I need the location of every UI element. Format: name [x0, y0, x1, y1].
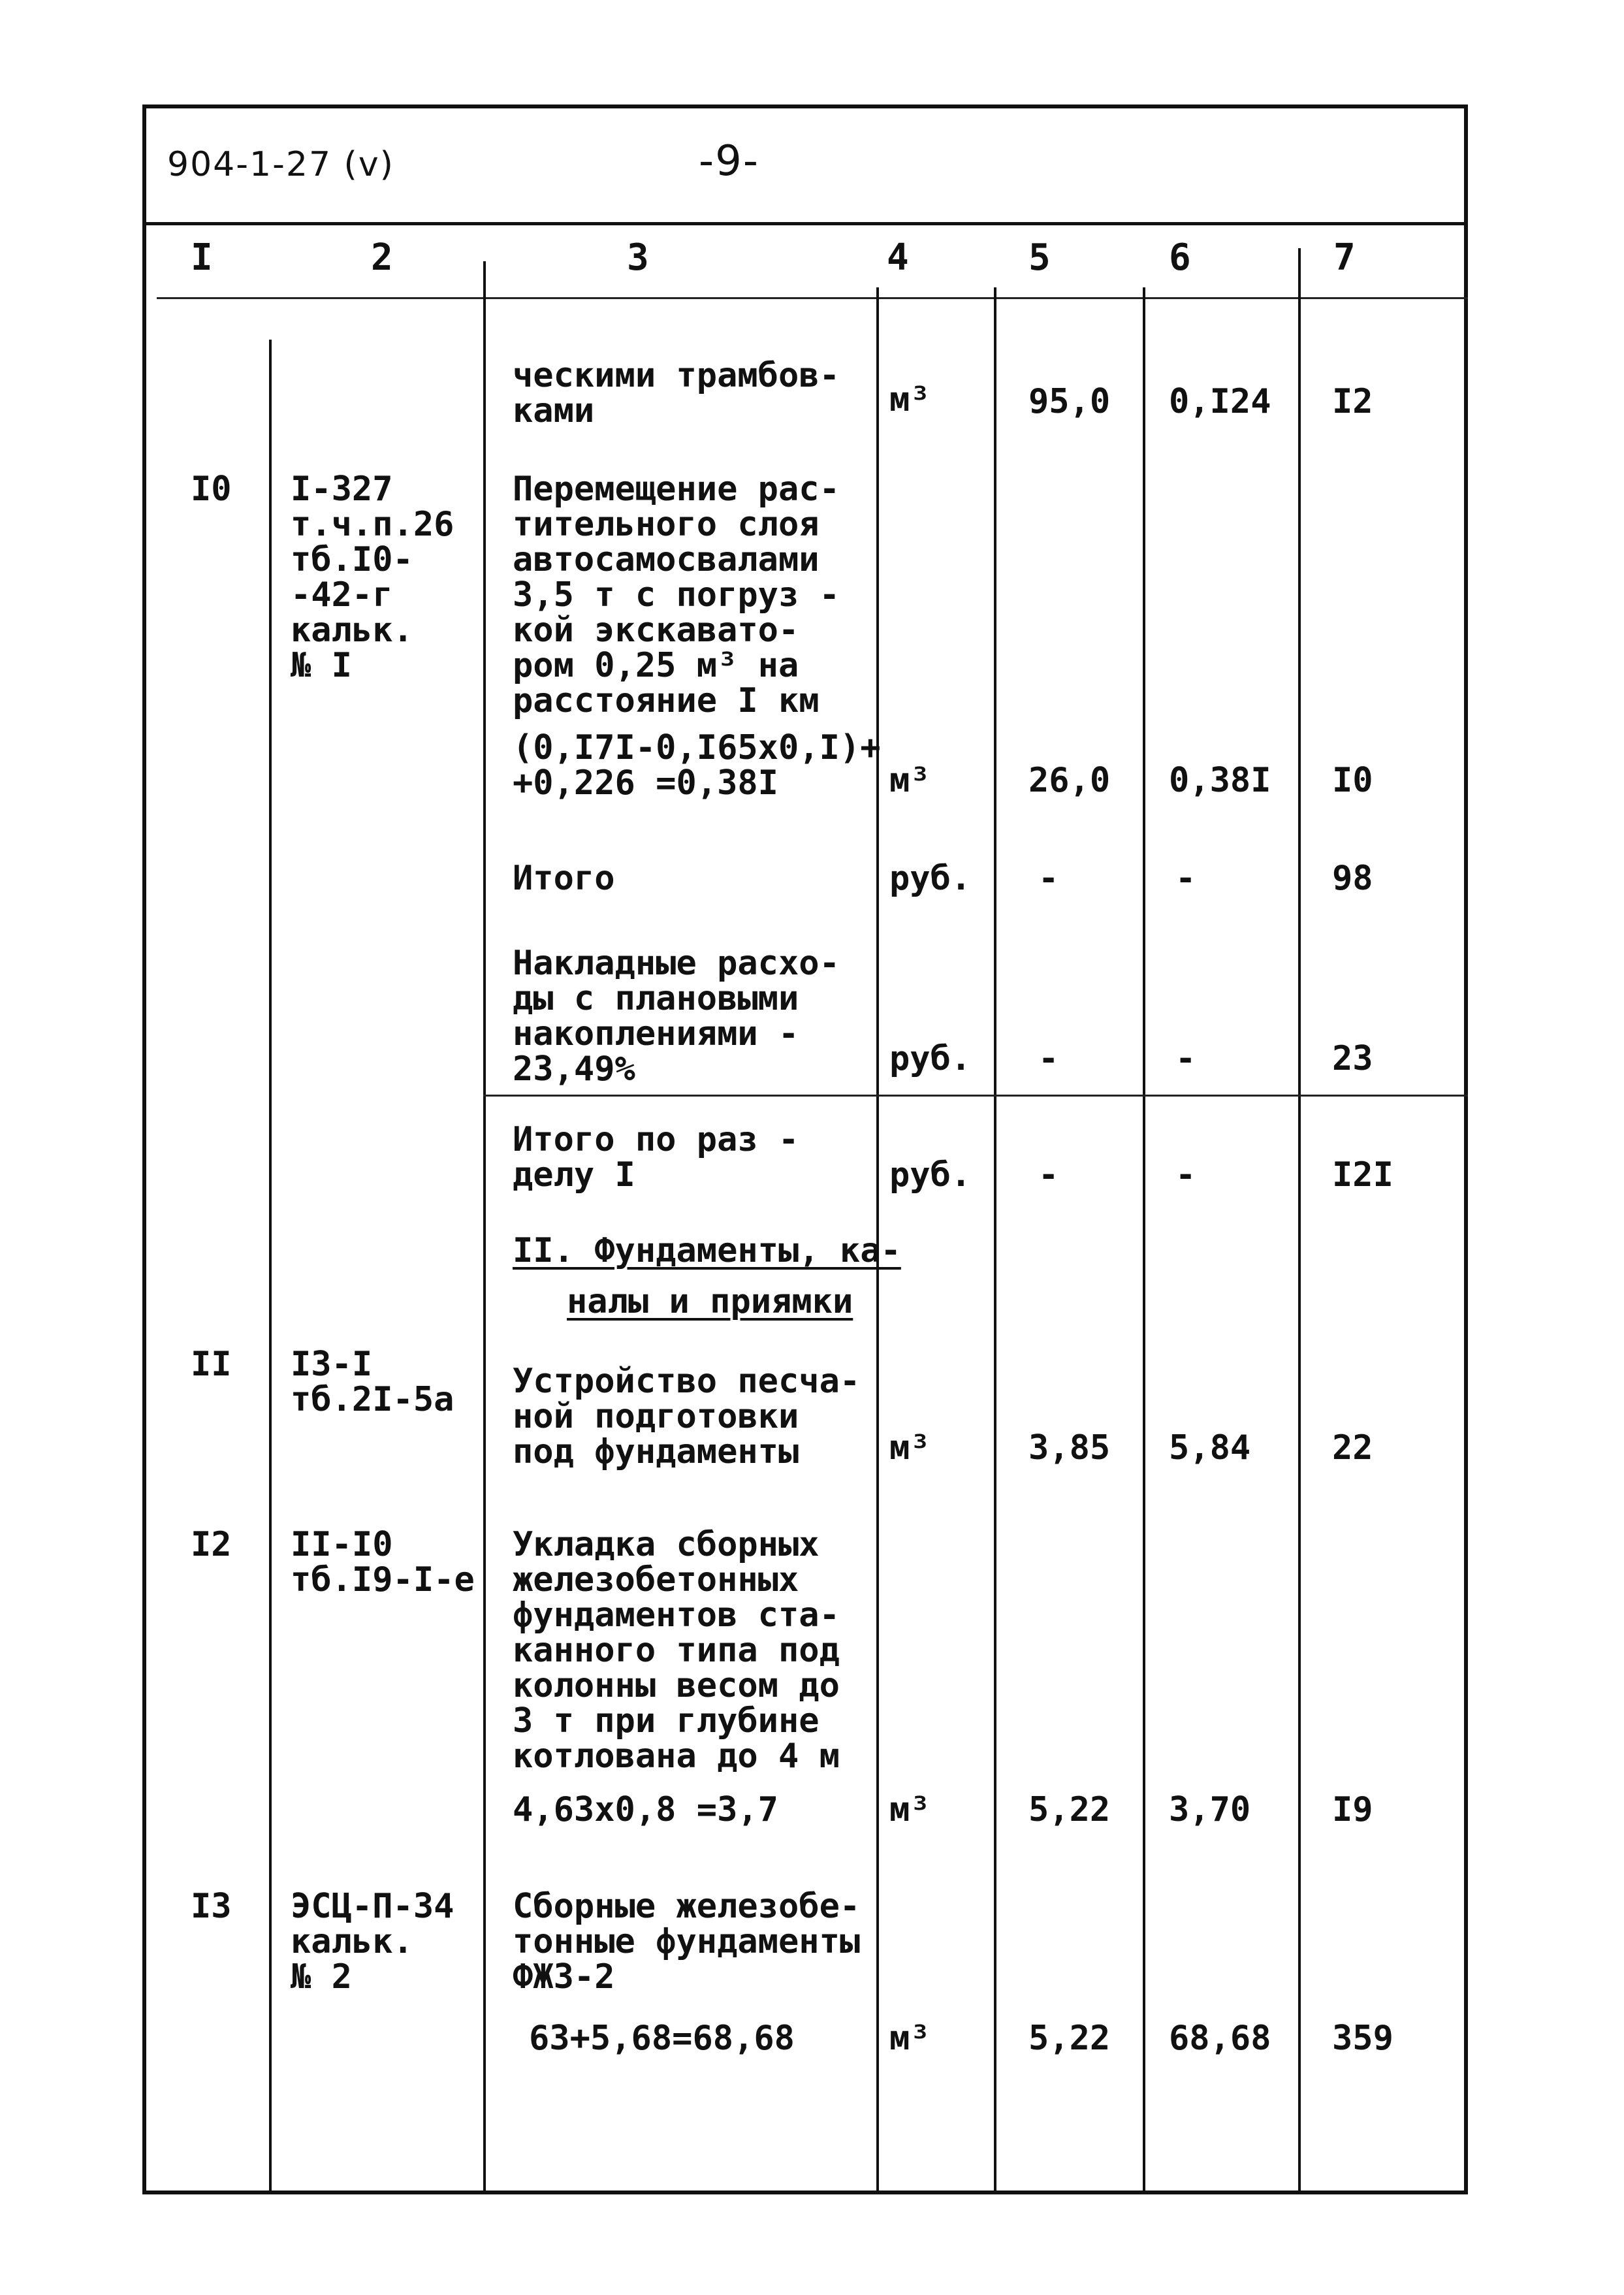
row-description: Накладные расхо- ды с плановыми накоплениями - 23,49%: [513, 944, 840, 1089]
row-price: -: [1175, 859, 1196, 898]
row-total: 98: [1332, 859, 1373, 898]
column-number-7: 7: [1333, 236, 1356, 279]
column-header-divider: [157, 297, 1468, 299]
row-quantity: -: [1038, 1155, 1059, 1195]
row-price: -: [1175, 1039, 1196, 1078]
header-divider: [142, 222, 1468, 225]
row-description: Итого: [513, 859, 615, 898]
subtotal-divider: [483, 1095, 1468, 1097]
row-quantity: 95,0: [1028, 382, 1111, 421]
column-number-3: 3: [627, 236, 649, 279]
column-number-4: 4: [887, 236, 909, 279]
row-quantity: -: [1038, 1039, 1059, 1078]
row-number: I3: [191, 1887, 232, 1926]
row-quantity: 5,22: [1028, 1790, 1111, 1829]
column-number-2: 2: [371, 236, 393, 279]
row-price: 0,I24: [1169, 382, 1271, 421]
column-number-6: 6: [1169, 236, 1191, 279]
row-total: I2: [1332, 382, 1373, 421]
row-unit: руб.: [889, 1039, 972, 1078]
row-number: I2: [191, 1525, 232, 1564]
row-quantity: 3,85: [1028, 1428, 1111, 1468]
row-description: 63+5,68=68,68: [529, 2019, 795, 2058]
col-sep-6: [1298, 248, 1301, 2194]
row-reference: I-327 т.ч.п.26 тб.I0- -42-г кальк. № I: [291, 470, 454, 685]
document-code: 904-1-27 (v): [167, 145, 394, 184]
row-unit: м³: [889, 1790, 931, 1829]
row-price: 68,68: [1169, 2019, 1271, 2058]
row-unit: руб.: [889, 1155, 972, 1195]
column-number-1: I: [191, 236, 213, 279]
row-unit: м³: [889, 2019, 931, 2058]
row-reference: I3-I тб.2I-5а: [291, 1345, 454, 1419]
row-price: 0,38I: [1169, 761, 1271, 800]
row-total: I9: [1332, 1790, 1373, 1829]
row-number: I0: [191, 470, 232, 509]
col-sep-5: [1143, 287, 1145, 2194]
row-description: Итого по раз - делу I: [513, 1120, 799, 1195]
row-total: I2I: [1332, 1155, 1393, 1195]
row-reference: II-I0 тб.I9-I-е: [291, 1525, 475, 1599]
row-price: 5,84: [1169, 1428, 1251, 1468]
section-heading-line2: налы и приямки: [567, 1282, 853, 1321]
row-quantity: 26,0: [1028, 761, 1111, 800]
row-description: ческими трамбов- ками: [513, 356, 840, 430]
row-quantity: 5,22: [1028, 2019, 1111, 2058]
row-description: Устройство песча- ной подготовки под фундаменты: [513, 1362, 861, 1471]
col-sep-4: [994, 287, 996, 2194]
row-total: 359: [1332, 2019, 1393, 2058]
row-unit: м³: [889, 380, 931, 419]
row-total: 23: [1332, 1039, 1373, 1078]
row-unit: м³: [889, 761, 931, 800]
row-description: Сборные железобе- тонные фундаменты ФЖ3-2: [513, 1887, 861, 1997]
row-description: Перемещение рас- тительного слоя автосамосвалами 3,5 т с погруз - кой экскавато- ром 0,25 м³ на расстояние I км: [513, 470, 840, 720]
row-description: (0,I7I-0,I65x0,I)+ +0,226 =0,38I: [513, 728, 881, 803]
col-sep-2: [483, 261, 486, 2194]
row-total: I0: [1332, 761, 1373, 800]
row-reference: ЭСЦ-П-34 кальк. № 2: [291, 1887, 454, 1997]
row-description: 4,63x0,8 =3,7: [513, 1790, 778, 1829]
row-description: Укладка сборных железобетонных фундаментов ста- канного типа под колонны весом до 3 т при глубине котлована до 4 м: [513, 1525, 840, 1776]
row-unit: руб.: [889, 859, 972, 898]
section-heading-line1: II. Фундаменты, ка-: [513, 1231, 901, 1270]
row-price: -: [1175, 1155, 1196, 1195]
col-sep-1: [269, 340, 272, 2194]
row-total: 22: [1332, 1428, 1373, 1468]
row-price: 3,70: [1169, 1790, 1251, 1829]
page-number: -9-: [699, 137, 759, 185]
column-number-5: 5: [1028, 236, 1051, 279]
row-unit: м³: [889, 1428, 931, 1468]
row-quantity: -: [1038, 859, 1059, 898]
row-number: II: [191, 1345, 232, 1384]
